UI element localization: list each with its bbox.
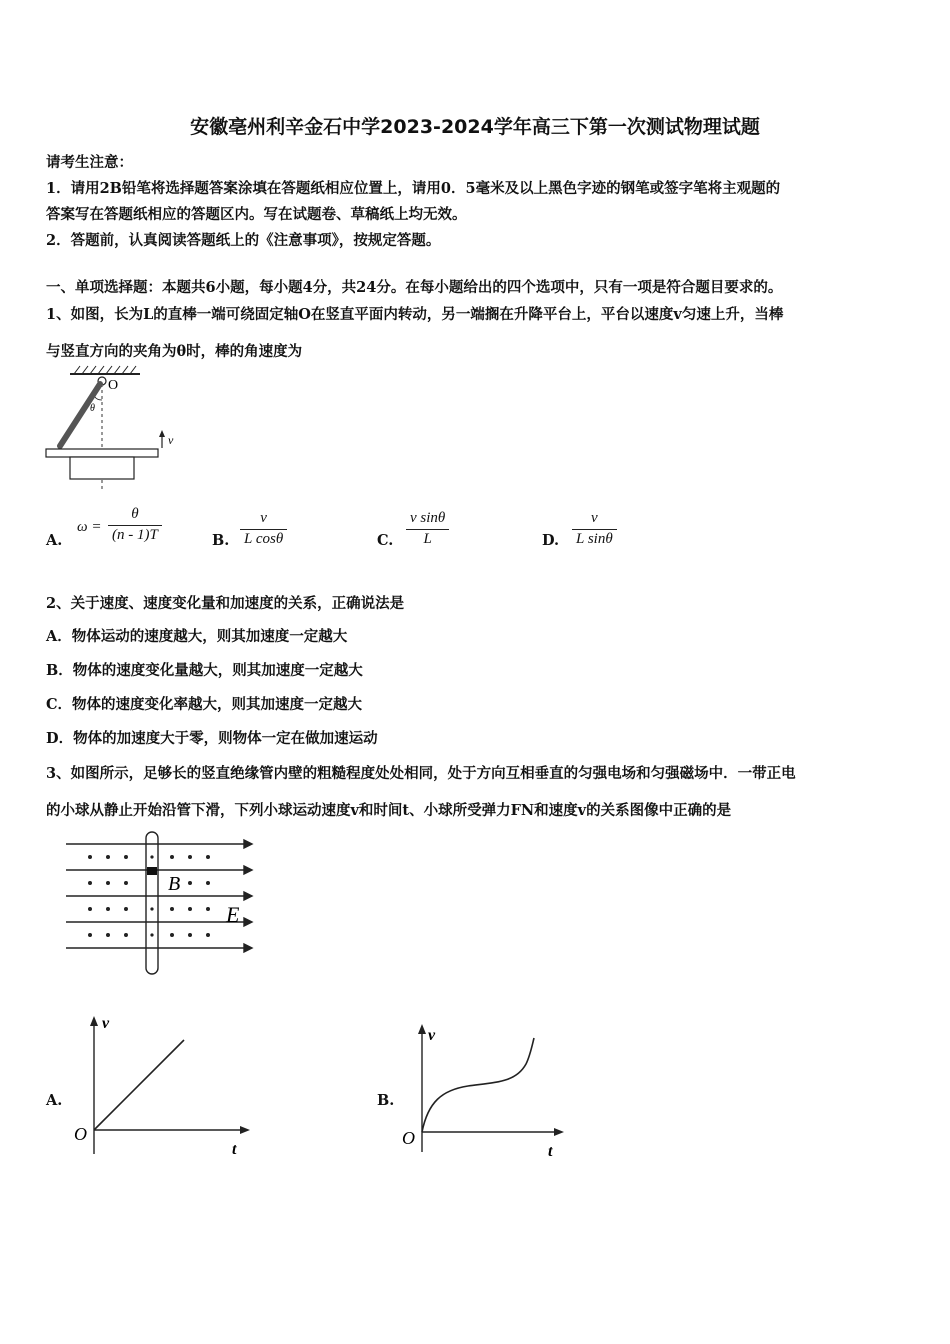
q1-rod-figure bbox=[40, 362, 190, 492]
q1-option-d-num: v bbox=[591, 510, 598, 526]
platform bbox=[46, 449, 158, 457]
q1-option-a-fraction bbox=[108, 506, 162, 544]
pivot-label: O bbox=[108, 378, 119, 393]
q1-option-a-prefix: ω = bbox=[77, 519, 102, 535]
angle-label: θ bbox=[90, 403, 95, 414]
graph-a-curve bbox=[94, 1040, 184, 1130]
q2-stem: 2、关于速度、速度变化量和加速度的关系，正确说法是 bbox=[46, 595, 405, 612]
q1-option-c-label: C. bbox=[377, 532, 394, 549]
page-title: 安徽亳州利辛金石中学2023-2024学年高三下第一次测试物理试题 bbox=[190, 116, 760, 138]
q2-option-b: B．物体的速度变化量越大，则其加速度一定越大 bbox=[46, 662, 363, 679]
insulating-tube bbox=[146, 832, 158, 974]
section-heading: 一、单项选择题：本题共6小题，每小题4分，共24分。在每小题给出的四个选项中，只有一项是符合题目要求的。 bbox=[46, 279, 783, 296]
q1-option-c-den: L bbox=[423, 531, 432, 547]
q2-option-c: C．物体的速度变化率越大，则其加速度一定越大 bbox=[46, 696, 363, 713]
q1-option-d-label: D. bbox=[542, 532, 560, 549]
q3-field-figure bbox=[60, 826, 260, 982]
q1-option-b-label: B. bbox=[212, 532, 230, 549]
q3-graph-a bbox=[68, 1008, 258, 1164]
notice-line-1: 1．请用2B铅笔将选择题答案涂填在答题纸相应位置上，请用0．5毫米及以上黑色字迹的钢笔或签字笔将主观题的 bbox=[46, 180, 781, 197]
magnetic-field-label: B bbox=[168, 873, 181, 895]
notice-line-2: 答案写在答题纸相应的答题区内。写在试题卷、草稿纸上均无效。 bbox=[46, 206, 467, 223]
q1-option-a-num: θ bbox=[131, 506, 139, 522]
q3-graph-b-label: B. bbox=[377, 1092, 395, 1109]
q1-option-b-fraction bbox=[240, 510, 287, 548]
velocity-label: v bbox=[168, 433, 174, 447]
q3-graph-b bbox=[398, 1016, 578, 1164]
q1-option-a-label: A. bbox=[46, 532, 63, 549]
q2-option-a: A．物体运动的速度越大，则其加速度一定越大 bbox=[46, 628, 348, 645]
graph-b-origin: O bbox=[402, 1128, 415, 1148]
graph-b-x-label: t bbox=[548, 1143, 553, 1160]
q1-stem-line-2: 与竖直方向的夹角为θ时，棒的角速度为 bbox=[46, 343, 303, 360]
q3-graph-a-label: A. bbox=[46, 1092, 63, 1109]
rod bbox=[60, 384, 100, 446]
electric-field-label: E bbox=[226, 902, 240, 927]
charged-ball bbox=[147, 867, 157, 875]
q3-stem-line-2: 的小球从静止开始沿管下滑，下列小球运动速度v和时间t、小球所受弹力FN和速度v的关系图像中正确的是 bbox=[46, 802, 732, 819]
q1-option-a-den: (n - 1)T bbox=[112, 527, 158, 543]
graph-b-curve bbox=[422, 1038, 534, 1132]
graph-a-x-label: t bbox=[232, 1141, 237, 1158]
q1-option-c-num: v sinθ bbox=[410, 510, 446, 526]
q2-option-d: D．物体的加速度大于零，则物体一定在做加速运动 bbox=[46, 730, 378, 747]
graph-b-y-label: v bbox=[428, 1027, 436, 1044]
notice-heading: 请考生注意： bbox=[46, 154, 133, 171]
q1-option-c-fraction bbox=[406, 510, 449, 548]
graph-a-origin: O bbox=[74, 1124, 87, 1144]
notice-line-3: 2．答题前，认真阅读答题纸上的《注意事项》，按规定答题。 bbox=[46, 232, 441, 249]
q1-option-b-den: L cosθ bbox=[244, 531, 284, 547]
graph-a-y-label: v bbox=[102, 1015, 110, 1032]
q1-option-d-den: L sinθ bbox=[576, 531, 613, 547]
q3-stem-line-1: 3、如图所示，足够长的竖直绝缘管内壁的粗糙程度处处相同，处于方向互相垂直的匀强电场和匀强磁场中．一带正电 bbox=[46, 765, 796, 782]
platform-base bbox=[70, 457, 134, 479]
q1-stem-line-1: 1、如图，长为L的直棒一端可绕固定轴O在竖直平面内转动，另一端搁在升降平台上，平台以速度v匀速上升，当棒 bbox=[46, 306, 784, 323]
q1-option-b-num: v bbox=[260, 510, 267, 526]
q1-option-d-fraction bbox=[572, 510, 617, 548]
